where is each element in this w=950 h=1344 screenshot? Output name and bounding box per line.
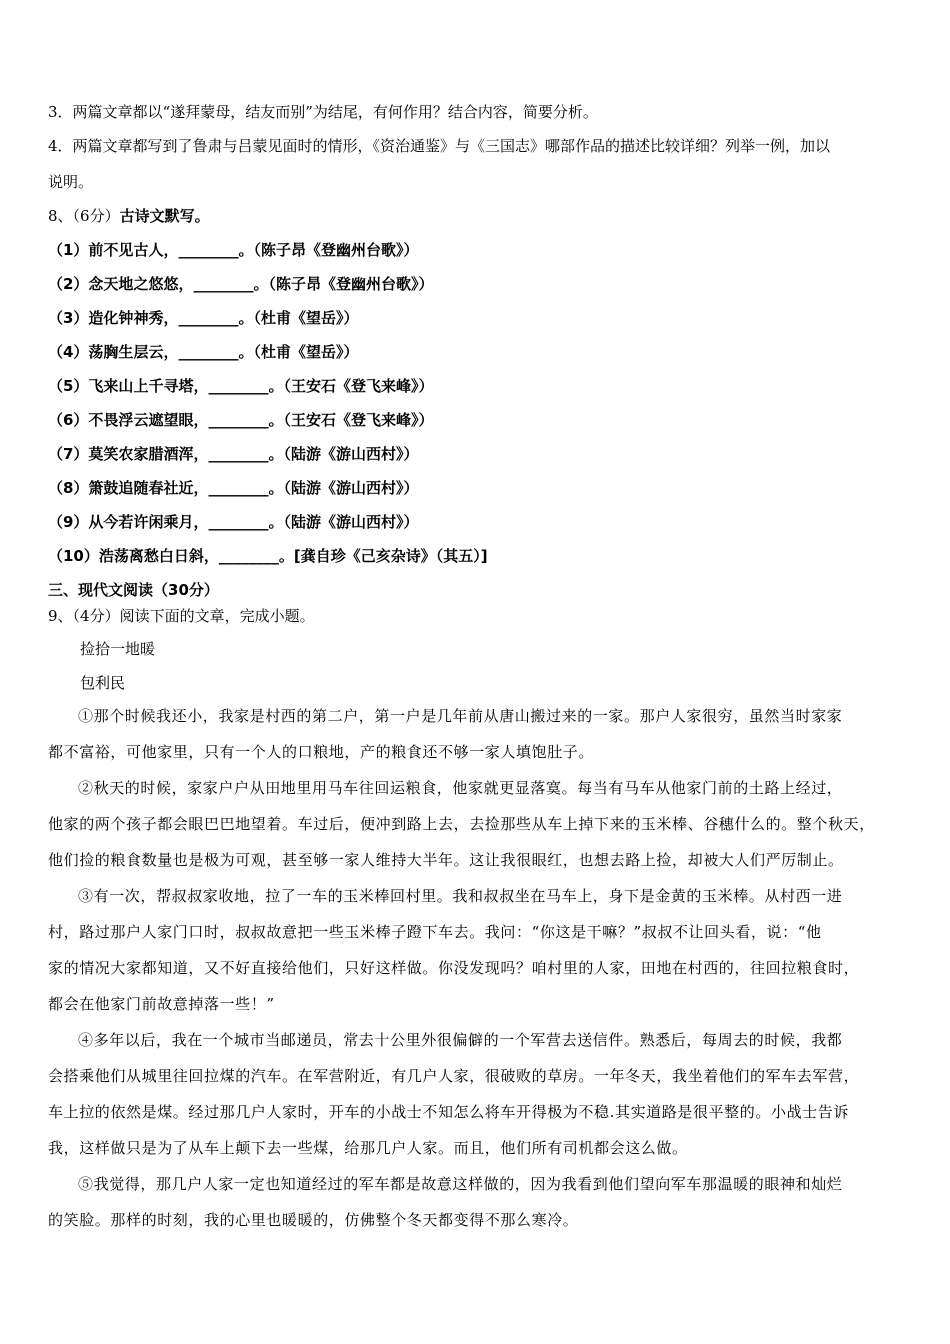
paragraph-1-line-1: ①那个时候我还小，我家是村西的第二户，第一户是几年前从唐山搬过来的一家。那户人家很穷，虽然当时家家 (78, 707, 843, 725)
paragraph-4-line-2: 会搭乘他们从城里往回拉煤的汽车。在军营附近，有几户人家，很破败的草房。一年冬天，我坐着他们的军车去军营， (48, 1067, 860, 1085)
paragraph-2-line-2: 他家的两个孩子都会眼巴巴地望着。车过后，便冲到路上去，去捡那些从车上掉下来的玉米棒、谷穗什么的。整个秋天， (48, 815, 875, 833)
recitation-item-6: （6）不畏浮云遮望眼，________。（王安石《登飞来峰》） (48, 411, 434, 429)
recitation-item-1: （1）前不见古人，________。（陈子昂《登幽州台歌》） (48, 241, 419, 259)
question-4-line-2: 说明。 (48, 173, 94, 191)
paragraph-2-line-1: ②秋天的时候，家家户户从田地里用马车往回运粮食，他家就更显落寞。每当有马车从他家门前的土路上经过， (78, 779, 843, 797)
section-3-heading: 三、现代文阅读（30分） (48, 581, 219, 599)
paragraph-4-line-1: ④多年以后，我在一个城市当邮递员，常去十公里外很偏僻的一个军营去送信件。熟悉后，每周去的时候，我都 (78, 1031, 843, 1049)
question-8-header (48, 206, 210, 226)
paragraph-5-line-1: ⑤我觉得，那几户人家一定也知道经过的军车都是故意这样做的，因为我看到他们望向军车那温暖的眼神和灿烂 (78, 1175, 843, 1193)
paragraph-1-line-2: 都不富裕，可他家里，只有一个人的口粮地，产的粮食还不够一家人填饱肚子。 (48, 743, 595, 761)
paragraph-4-line-3: 车上拉的依然是煤。经过那几户人家时，开车的小战士不知怎么将车开得极为不稳.其实道路是很平整的。小战士告诉 (48, 1103, 849, 1121)
recitation-item-3: （3）造化钟神秀，________。（杜甫《望岳》） (48, 309, 359, 327)
recitation-item-2: （2）念天地之悠悠，________。（陈子昂《登幽州台歌》） (48, 275, 434, 293)
recitation-item-5: （5）飞来山上千寻塔，________。（王安石《登飞来峰》） (48, 377, 434, 395)
paragraph-3-line-2: 村，路过那户人家门口时，叔叔故意把一些玉米棒子蹬下车去。我问：“你这是干嘛？”叔叔不让回头看，说：“他 (48, 923, 822, 941)
question-8-instruction: 古诗文默写。 (119, 207, 210, 225)
recitation-item-7: （7）莫笑农家腊酒浑，________。（陆游《游山西村》） (48, 445, 419, 463)
recitation-item-4: （4）荡胸生层云，________。（杜甫《望岳》） (48, 343, 359, 361)
recitation-item-10: （10）浩荡离愁白日斜，________。[龚自珍《己亥杂诗》（其五）] (48, 547, 488, 565)
paragraph-5-line-2: 的笑脸。那样的时刻，我的心里也暖暖的，仿佛整个冬天都变得不那么寒冷。 (48, 1211, 579, 1229)
recitation-item-8: （8）箫鼓追随春社近，________。（陆游《游山西村》） (48, 479, 419, 497)
paragraph-4-line-4: 我，这样做只是为了从车上颠下去一些煤，给那几户人家。而且，他们所有司机都会这么做。 (48, 1139, 688, 1157)
paragraph-2-line-3: 他们捡的粮食数量也是极为可观，甚至够一家人维持大半年。这让我很眼红，也想去路上捡，却被大人们严厉制止。 (48, 851, 844, 869)
paragraph-3-line-3: 家的情况大家都知道，又不好直接给他们，只好这样做。你没发现吗？咱村里的人家，田地在村西的，往回拉粮食时， (48, 959, 860, 977)
paragraph-3-line-4: 都会在他家门前故意掉落一些！” (48, 995, 275, 1013)
question-4-line-1: 4．两篇文章都写到了鲁肃与吕蒙见面时的情形，《资治通鉴》与《三国志》哪部作品的描述比较详细？列举一例，加以 (48, 137, 831, 155)
recitation-item-9: （9）从今若许闲乘月，________。（陆游《游山西村》） (48, 513, 419, 531)
article-title: 捡拾一地暖 (80, 640, 156, 658)
question-3: 3．两篇文章都以“遂拜蒙母，结友而别”为结尾，有何作用？结合内容，简要分析。 (48, 103, 598, 121)
paragraph-3-line-1: ③有一次，帮叔叔家收地，拉了一车的玉米棒回村里。我和叔叔坐在马车上，身下是金黄的玉米棒。从村西一进 (78, 887, 843, 905)
question-9: 9、（4分）阅读下面的文章，完成小题。 (48, 607, 315, 625)
question-8-prefix: 8、（6分） (48, 207, 120, 225)
article-author: 包利民 (80, 674, 126, 692)
